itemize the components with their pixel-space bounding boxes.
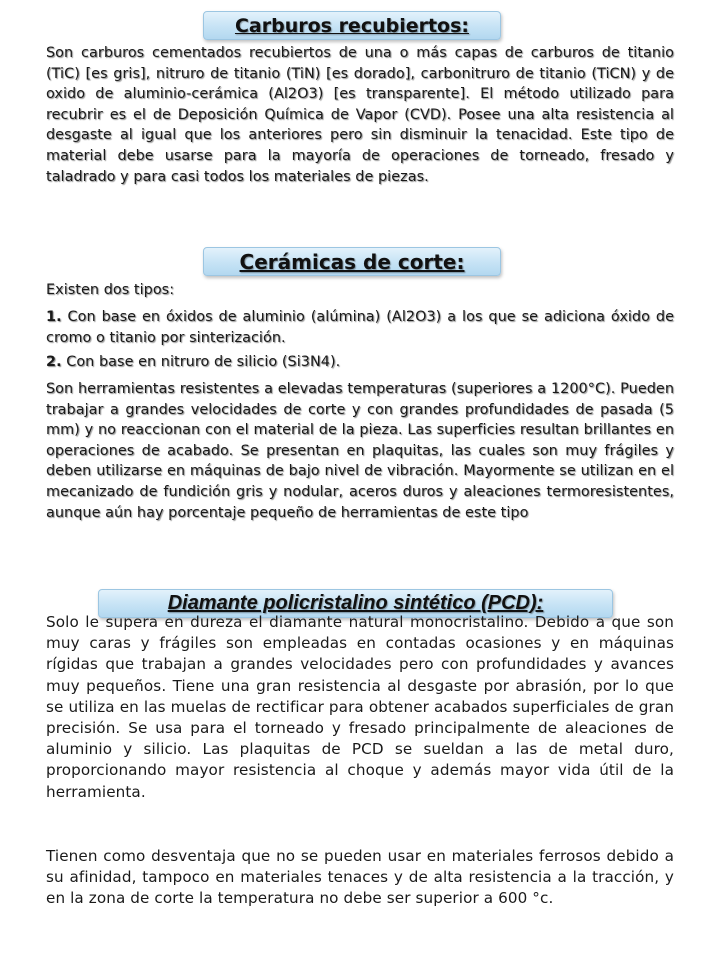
paragraph-carburos-recubiertos: Son carburos cementados recubiertos de una o más capas de carburos de titanio (TiC) [es gris], nitruro de titanio (TiN) [es dorado], carbonitruro de titanio (TiCN) y de oxido de aluminio-cerámica (Al2O3) [es transparente]. El método utilizado para recubrir es el de Deposición Química de Vapor (CVD). Posee una alta resistencia al desgaste al igual que los anteriores pero sin disminuir la tenacidad. Este tipo de material debe usarse para la mayoría de operaciones de torneado, fresado y taladrado y para casi todos los materiales de piezas. bbox=[46, 45, 674, 185]
paragraph-desventajas: Tienen como desventaja que no se pueden usar en materiales ferrosos debido a su afinidad, tampoco en materiales tenaces y de alta resistencia a la tracción, y en la zona de corte la temperatura no debe ser superior a 600 °c. bbox=[46, 847, 674, 908]
list-item bbox=[46, 352, 674, 373]
list-item-text: Con base en nitruro de silicio (Si3N4). bbox=[61, 354, 341, 370]
section-heading-ceramicas-de-corte bbox=[203, 247, 501, 276]
heading-text: Diamante policristalino sintético (PCD): bbox=[167, 592, 544, 614]
section-heading-carburos-recubiertos bbox=[203, 11, 501, 40]
paragraph-ceramicas-de-corte: Son herramientas resistentes a elevadas temperaturas (superiores a 1200°C). Pueden trabajar a grandes velocidades de corte y con grandes profundidades de pasada (5 mm) y no reaccionan con el material de la pieza. Las superficies resultan brillantes en operaciones de acabado. Se presentan en plaquitas, las cuales son muy frágiles y deben utilizarse en máquinas de bajo nivel de vibración. Mayormente se utilizan en el mecanizado de fundición gris y nodular, aceros duros y aleaciones termoresistentes, aunque aún hay porcentaje pequeño de herramientas de este tipo bbox=[46, 381, 674, 521]
list-item-number: 1. bbox=[46, 309, 62, 325]
list-item-text: Con base en óxidos de aluminio (alúmina) (Al2O3) a los que se adiciona óxido de cromo o titanio por sinterización. bbox=[46, 309, 674, 346]
paragraph-intro: Existen dos tipos: bbox=[46, 282, 175, 298]
list-item-number: 2. bbox=[46, 354, 62, 370]
heading-text: Cerámicas de corte: bbox=[239, 249, 465, 274]
list-item bbox=[46, 307, 674, 348]
paragraph-diamante-policristalino: Solo le supera en dureza el diamante natural monocristalino. Debido a que son muy caras y frágiles son empleadas en contadas ocasiones y en máquinas rígidas que trabajan a grandes velocidades pero con profundidades y avances muy pequeños. Tiene una gran resistencia al desgaste por abrasión, por lo que se utiliza en las muelas de rectificar para obtener acabados superficiales de gran precisión. Se usa para el torneado y fresado principalmente de aleaciones de aluminio y silicio. Las plaquitas de PCD se sueldan a las de metal duro, proporcionando mayor resistencia al choque y además mayor vida útil de la herramienta. bbox=[46, 613, 674, 801]
heading-text: Carburos recubiertos: bbox=[234, 14, 470, 37]
